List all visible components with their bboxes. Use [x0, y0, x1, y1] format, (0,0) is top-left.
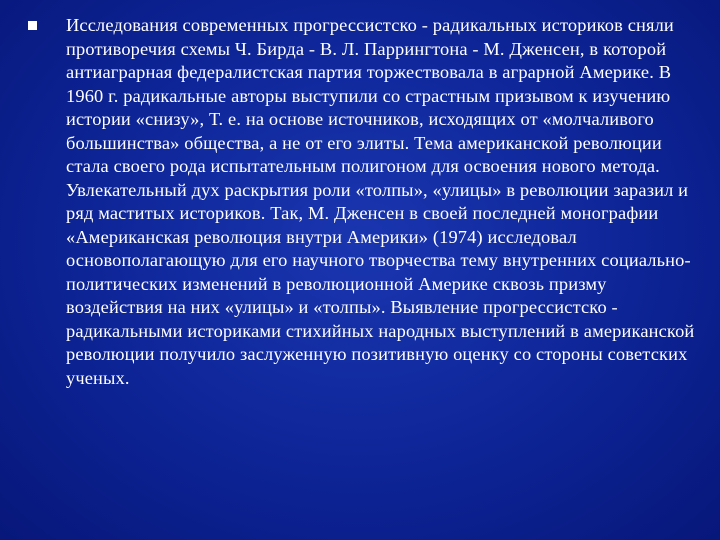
- square-bullet-icon: [28, 21, 37, 30]
- bullet-text: Исследования современных прогрессистско - радикальных историков сняли противоречия схемы Ч. Бирда - В. Л. Паррингтона - М. Дженсен, в которой антиаграрная федералистская партия торжествовала в аграрной Америке. В 1960 г. радикальные авторы выступили со страстным призывом к изучению истории «снизу», Т. е. на основе источников, исходящих от «молчаливого большинства» общества, а не от его элиты. Тема американской революции стала своего рода испытательным полигоном для освоения нового метода. Увлекательный дух раскрытия роли «толпы», «улицы» в революции заразил и ряд маститых историков. Так, М. Дженсен в своей последней монографии «Американская революция внутри Америки» (1974) исследовал основополагающую для его научного творчества тему внутренних социально-политических изменений в революционной Америке сквозь призму воздействия на них «улицы» и «толпы». Выявление прогрессистско - радикальными историками стихийных народных выступлений в американской революции получило заслуженную позитивную оценку со стороны советских ученых.: [66, 15, 695, 388]
